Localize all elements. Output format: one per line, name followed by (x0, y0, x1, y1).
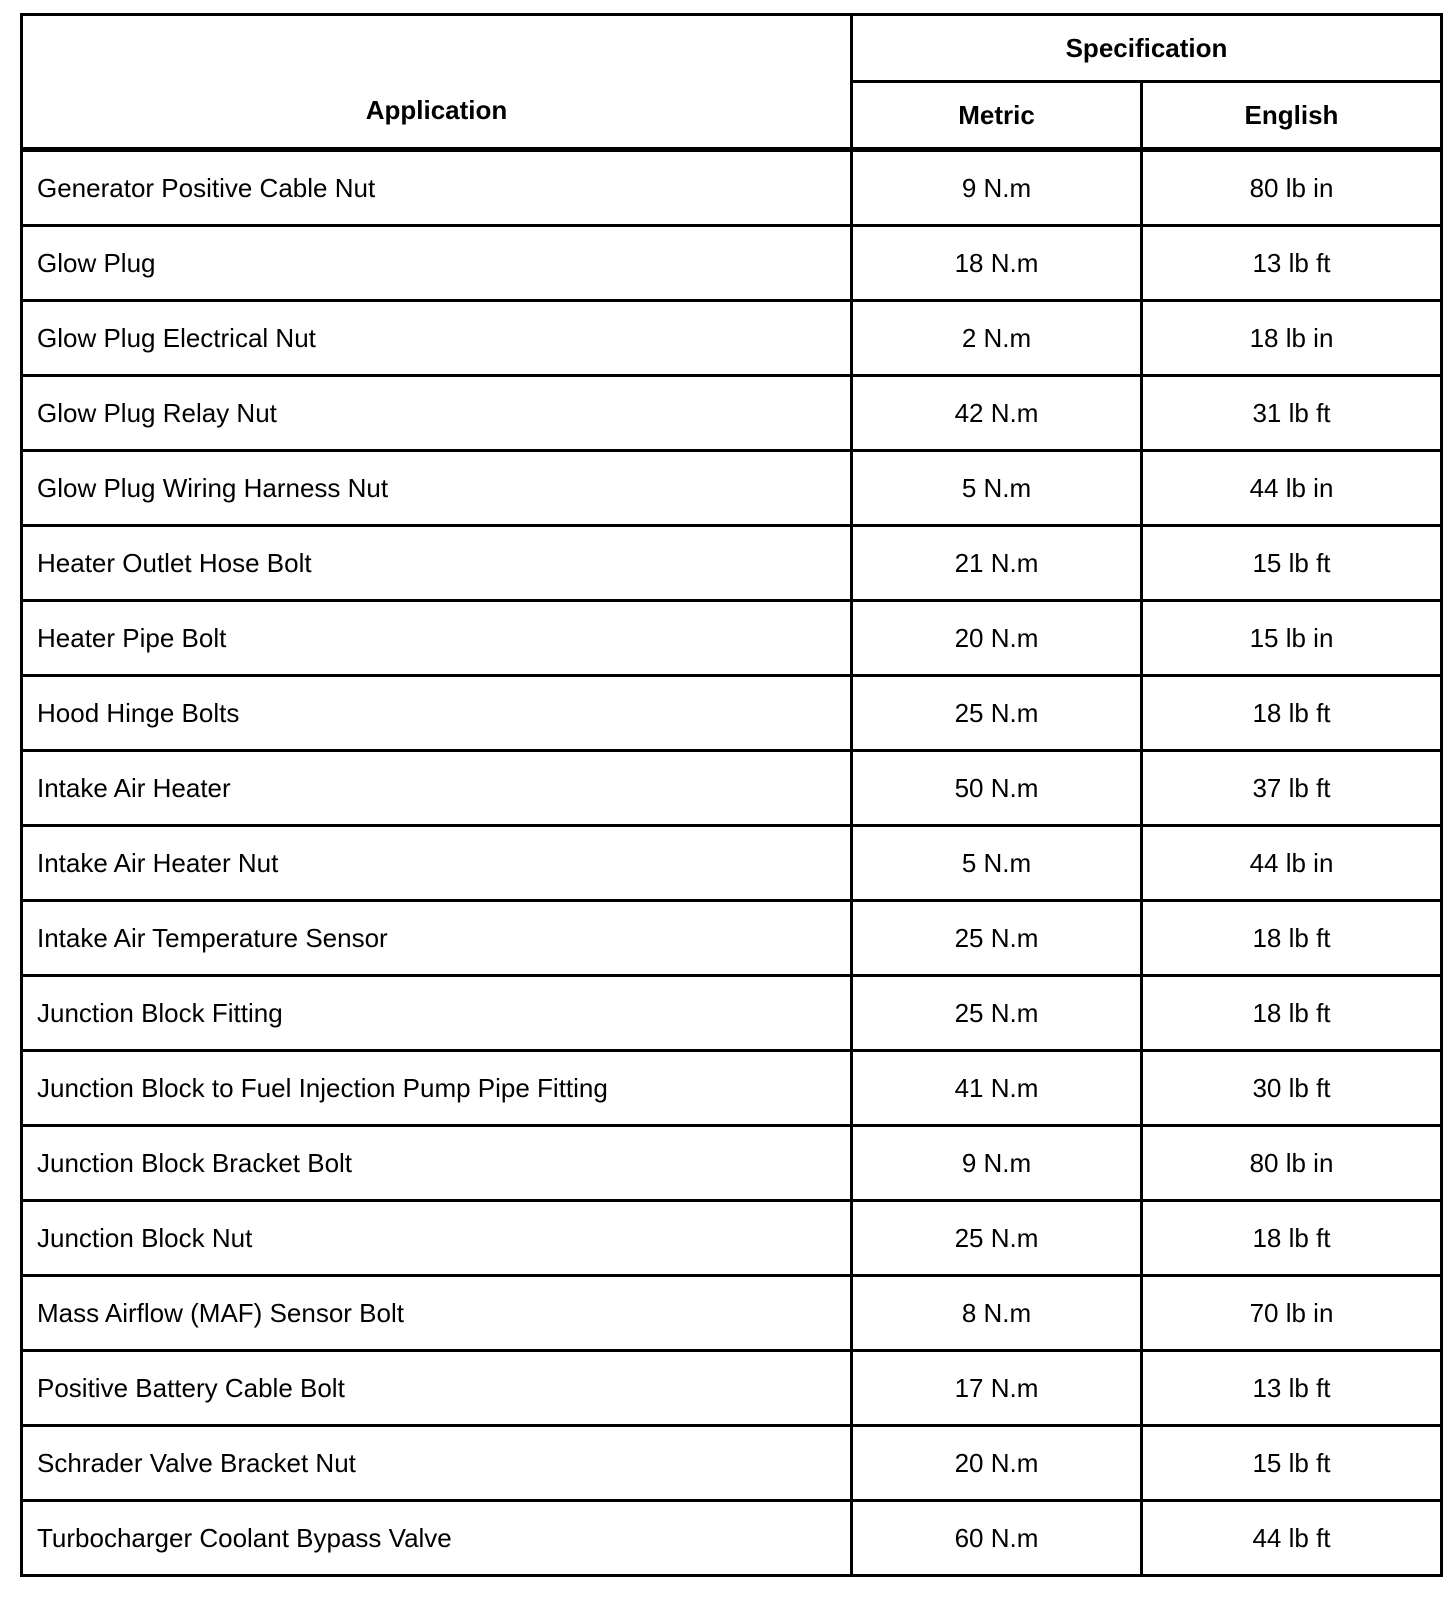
english-cell: 44 lb in (1142, 826, 1442, 901)
metric-cell: 60 N.m (852, 1501, 1142, 1576)
table-header (22, 15, 1442, 150)
application-cell: Glow Plug (22, 226, 852, 301)
metric-cell: 50 N.m (852, 751, 1142, 826)
application-cell: Turbocharger Coolant Bypass Valve (22, 1501, 852, 1576)
application-cell: Heater Pipe Bolt (22, 601, 852, 676)
metric-cell: 9 N.m (852, 150, 1142, 226)
application-cell: Glow Plug Relay Nut (22, 376, 852, 451)
metric-cell: 20 N.m (852, 1426, 1142, 1501)
table-row (22, 901, 1442, 976)
fastener-specification-table (20, 13, 1443, 1577)
english-cell: 37 lb ft (1142, 751, 1442, 826)
english-column-header: English (1142, 82, 1442, 150)
table-row (22, 676, 1442, 751)
application-cell: Mass Airflow (MAF) Sensor Bolt (22, 1276, 852, 1351)
table-row (22, 526, 1442, 601)
specification-column-header: Specification (852, 15, 1442, 82)
english-cell: 31 lb ft (1142, 376, 1442, 451)
table-row (22, 451, 1442, 526)
metric-cell: 17 N.m (852, 1351, 1142, 1426)
table-row (22, 150, 1442, 226)
application-cell: Generator Positive Cable Nut (22, 150, 852, 226)
english-cell: 18 lb ft (1142, 901, 1442, 976)
table-row (22, 1126, 1442, 1201)
metric-column-header: Metric (852, 82, 1142, 150)
table-row (22, 751, 1442, 826)
metric-cell: 21 N.m (852, 526, 1142, 601)
metric-cell: 20 N.m (852, 601, 1142, 676)
metric-cell: 25 N.m (852, 1201, 1142, 1276)
application-cell: Junction Block Nut (22, 1201, 852, 1276)
english-cell: 80 lb in (1142, 1126, 1442, 1201)
application-column-header: Application (22, 15, 852, 150)
metric-cell: 9 N.m (852, 1126, 1142, 1201)
table-row (22, 1501, 1442, 1576)
application-cell: Schrader Valve Bracket Nut (22, 1426, 852, 1501)
english-cell: 15 lb in (1142, 601, 1442, 676)
application-cell: Heater Outlet Hose Bolt (22, 526, 852, 601)
table-row (22, 1051, 1442, 1126)
metric-cell: 2 N.m (852, 301, 1142, 376)
metric-cell: 25 N.m (852, 976, 1142, 1051)
english-cell: 44 lb ft (1142, 1501, 1442, 1576)
application-cell: Junction Block Bracket Bolt (22, 1126, 852, 1201)
application-cell: Positive Battery Cable Bolt (22, 1351, 852, 1426)
table-row (22, 1276, 1442, 1351)
table-row (22, 1351, 1442, 1426)
table-row (22, 376, 1442, 451)
english-cell: 18 lb ft (1142, 1201, 1442, 1276)
table-row (22, 226, 1442, 301)
metric-cell: 41 N.m (852, 1051, 1142, 1126)
english-cell: 15 lb ft (1142, 526, 1442, 601)
english-cell: 13 lb ft (1142, 1351, 1442, 1426)
table-row (22, 976, 1442, 1051)
application-cell: Glow Plug Electrical Nut (22, 301, 852, 376)
english-cell: 80 lb in (1142, 150, 1442, 226)
application-cell: Junction Block to Fuel Injection Pump Pipe Fitting (22, 1051, 852, 1126)
table-row (22, 601, 1442, 676)
english-cell: 30 lb ft (1142, 1051, 1442, 1126)
metric-cell: 5 N.m (852, 451, 1142, 526)
table-row (22, 1426, 1442, 1501)
english-cell: 18 lb ft (1142, 676, 1442, 751)
metric-cell: 25 N.m (852, 901, 1142, 976)
metric-cell: 42 N.m (852, 376, 1142, 451)
english-cell: 18 lb ft (1142, 976, 1442, 1051)
application-cell: Hood Hinge Bolts (22, 676, 852, 751)
application-cell: Glow Plug Wiring Harness Nut (22, 451, 852, 526)
metric-cell: 8 N.m (852, 1276, 1142, 1351)
english-cell: 13 lb ft (1142, 226, 1442, 301)
english-cell: 70 lb in (1142, 1276, 1442, 1351)
application-cell: Intake Air Heater Nut (22, 826, 852, 901)
table-row (22, 826, 1442, 901)
table-row (22, 1201, 1442, 1276)
application-cell: Intake Air Temperature Sensor (22, 901, 852, 976)
metric-cell: 25 N.m (852, 676, 1142, 751)
application-cell: Intake Air Heater (22, 751, 852, 826)
table-body (22, 150, 1442, 1576)
english-cell: 15 lb ft (1142, 1426, 1442, 1501)
table-row (22, 301, 1442, 376)
metric-cell: 18 N.m (852, 226, 1142, 301)
english-cell: 18 lb in (1142, 301, 1442, 376)
metric-cell: 5 N.m (852, 826, 1142, 901)
application-cell: Junction Block Fitting (22, 976, 852, 1051)
english-cell: 44 lb in (1142, 451, 1442, 526)
